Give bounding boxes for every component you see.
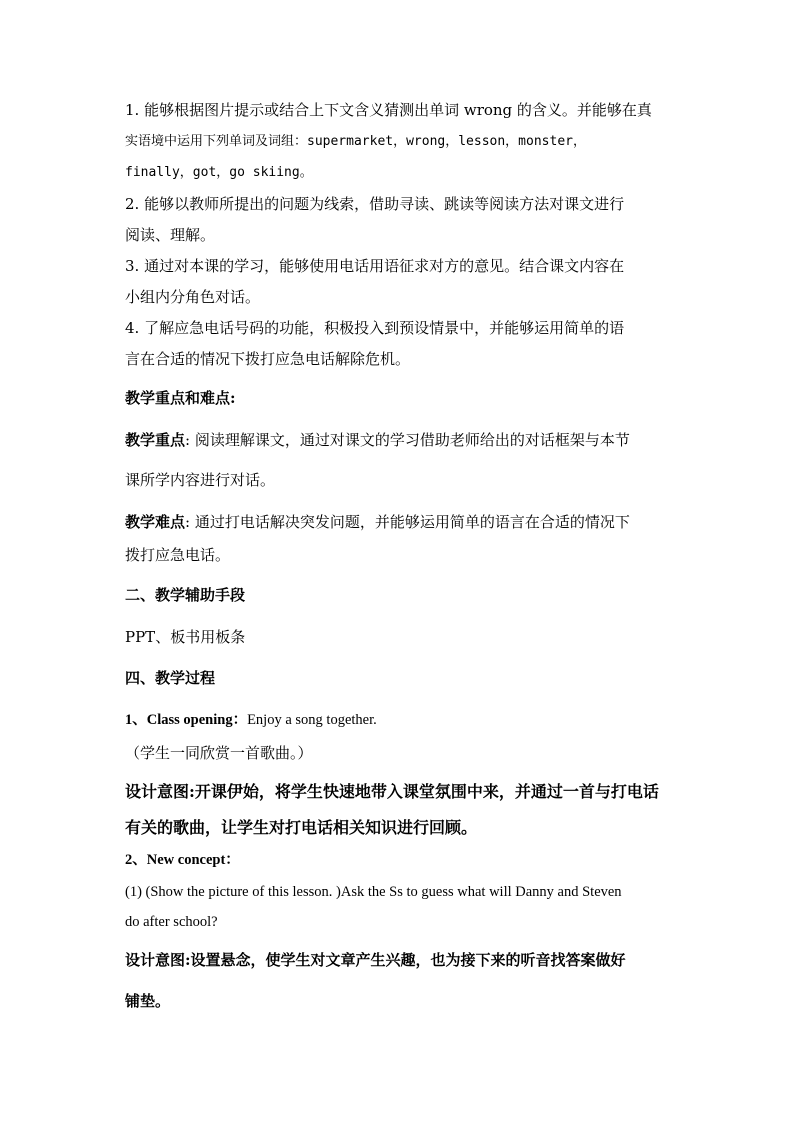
step-1-design-text: 开课伊始，将学生快速地带入课堂氛围中来，并通过一首与打电话: [194, 782, 659, 801]
step-2-design-line-1: [125, 950, 626, 970]
objective-2-line-2: 阅读、理解。: [125, 226, 216, 244]
objective-4-line-1: 4. 了解应急电话号码的功能，积极投入到预设情景中，并能够运用简单的语: [125, 319, 625, 337]
focus-label: 教学重点: [125, 431, 186, 449]
step-2-design-line-2: 铺垫。: [125, 992, 171, 1010]
step-1-label: 1、Class opening：: [125, 712, 248, 728]
step-1-design-label: 设计意图:: [125, 782, 195, 801]
objective-1-line-1: 1. 能够根据图片提示或结合上下文含义猜测出单词 wrong 的含义。并能够在真: [125, 101, 652, 119]
focus-text: : 阅读理解课文，通过对课文的学习借助老师给出的对话框架与本节: [185, 431, 630, 449]
step-1-note: （学生一同欣赏一首歌曲。）: [125, 744, 313, 762]
focus-line-2: 课所学内容进行对话。: [125, 471, 276, 489]
objective-4-line-2: 言在合适的情况下拨打应急电话解除危机。: [125, 350, 411, 368]
step-1-text: Enjoy a song together.: [247, 712, 377, 728]
step-1-design-line-1: [125, 782, 659, 802]
step-2-design-text: 设置悬念，使学生对文章产生兴趣，也为接下来的听音找答案做好: [190, 951, 626, 969]
section-2-heading: 二、教学辅助手段: [125, 586, 246, 604]
step-1-design-line-2: 有关的歌曲，让学生对打电话相关知识进行回顾。: [125, 818, 478, 837]
section-2-content: PPT、板书用板条: [125, 628, 246, 646]
step-2-design-label: 设计意图:: [125, 951, 191, 969]
objective-1-line-2: 实语境中运用下列单词及词组：supermarket，wrong，lesson，monster，: [125, 134, 586, 149]
step-2-line-2: do after school?: [125, 914, 218, 930]
section-4-heading: 四、教学过程: [125, 669, 216, 687]
objective-3-line-2: 小组内分角色对话。: [125, 288, 261, 306]
difficulty-line-2: 拨打应急电话。: [125, 546, 231, 564]
step-2-label: 2、New concept：: [125, 852, 240, 868]
step-1-line: [125, 710, 377, 730]
focus-line-1: [125, 430, 630, 450]
difficulty-line-1: [125, 512, 630, 532]
objective-1-line-3: finally，got，go skiing。: [125, 165, 313, 180]
step-2-line-1: (1) (Show the picture of this lesson. )Ask the Ss to guess what will Danny and Steven: [125, 884, 622, 900]
objective-3-line-1: 3. 通过对本课的学习，能够使用电话用语征求对方的意见。结合课文内容在: [125, 257, 625, 275]
objective-2-line-1: 2. 能够以教师所提出的问题为线索，借助寻读、跳读等阅读方法对课文进行: [125, 195, 625, 213]
key-points-heading: 教学重点和难点:: [125, 389, 236, 407]
difficulty-label: 教学难点: [125, 513, 186, 531]
difficulty-text: : 通过打电话解决突发问题，并能够运用简单的语言在合适的情况下: [185, 513, 630, 531]
